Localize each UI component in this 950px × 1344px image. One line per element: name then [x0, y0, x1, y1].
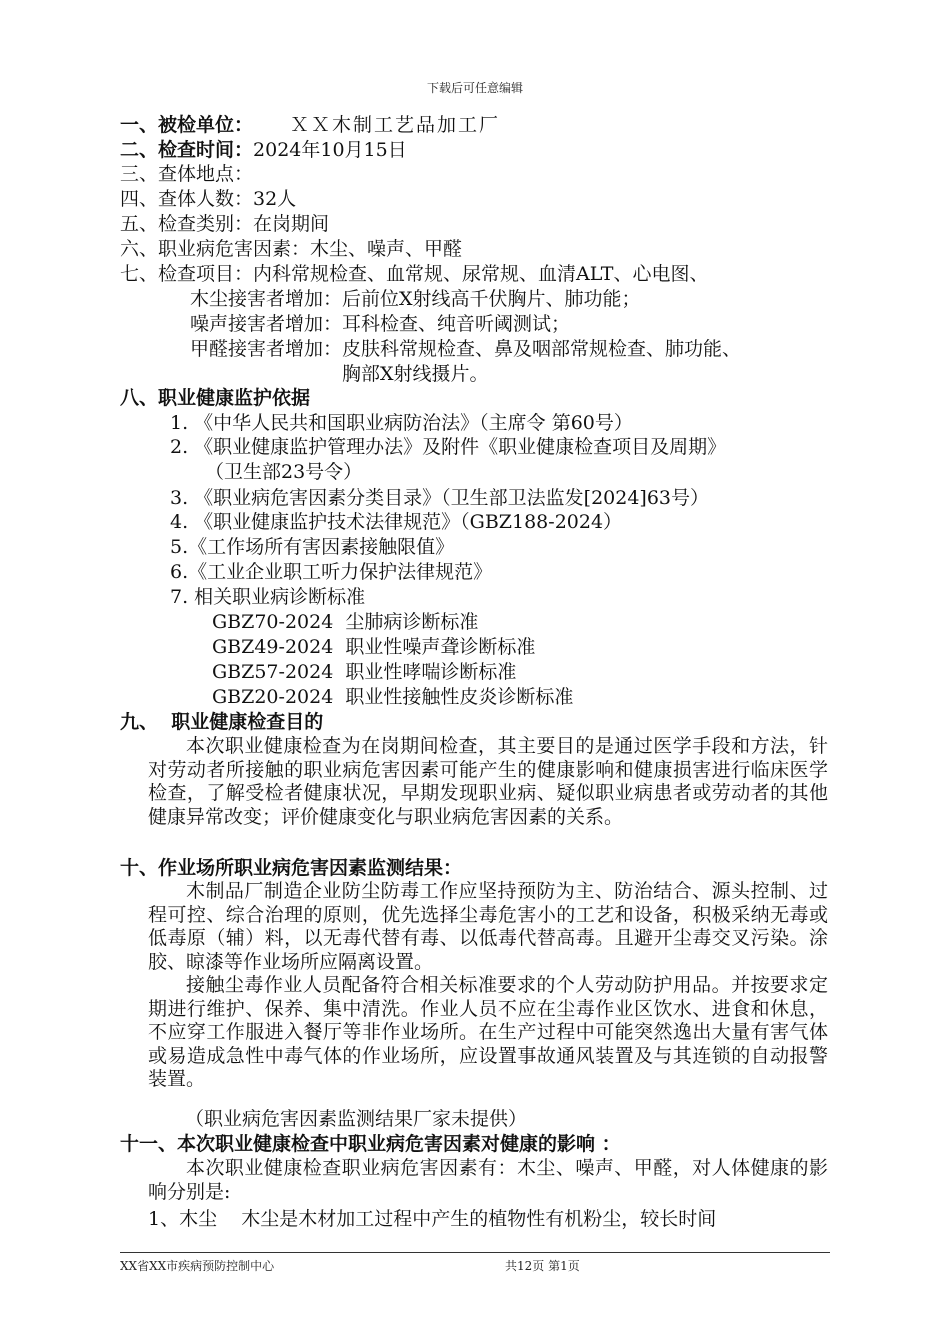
- item-7-formaldehyde-cont: 胸部X射线摄片。: [342, 363, 489, 385]
- section-9-paragraph: 本次职业健康检查为在岗期间检查，其主要目的是通过医学手段和方法，针对劳动者所接触的职业病危害因素可能产生的健康影响和健康损害进行临床医学检查，了解受检者健康状况，早期发现职业病、疑似职业病患者或劳动者的其他健康异常改变；评价健康变化与职业病危害因素的关系。: [148, 735, 828, 828]
- basis-2: 2. 《职业健康监护管理办法》及附件《职业健康检查项目及周期》: [170, 436, 727, 458]
- item-7-formaldehyde: 甲醛接害者增加：皮肤科常规检查、鼻及咽部常规检查、肺功能、: [190, 338, 742, 360]
- item-5: 五、检查类别：在岗期间: [120, 213, 330, 235]
- basis-5: 5.《工作场所有害因素接触限值》: [170, 536, 455, 558]
- item-7: 七、检查项目：内科常规检查、血常规、尿常规、血清ALT、心电图、: [120, 263, 709, 285]
- item-4: 四、查体人数：32人: [120, 188, 297, 210]
- section-10-paragraph-1: 木制品厂制造企业防尘防毒工作应坚持预防为主、防治结合、源头控制、过程可控、综合治理的原则，优先选择尘毒危害小的工艺和设备，积极采纳无毒或低毒原（辅）料，以无毒代替有毒、以低毒代替高毒。且避开尘毒交叉污染。涂胶、晾漆等作业场所应隔离设置。: [148, 880, 828, 973]
- item-3: 三、查体地点：: [120, 163, 254, 185]
- item-2-value: 2024年10月15日: [253, 139, 407, 161]
- section-11-title: 十一、本次职业健康检查中职业病危害因素对健康的影响 ：: [120, 1133, 621, 1155]
- section-10-title: 十、作业场所职业病危害因素监测结果：: [120, 857, 463, 879]
- footer-organization: XX省XX市疾病预防控制中心: [120, 1259, 275, 1273]
- section-8-title: 八、职业健康监护依据: [120, 387, 311, 409]
- basis-4: 4. 《职业健康监护技术法律规范》（GBZ188-2024）: [170, 511, 623, 533]
- section-9-title: 九、 职业健康检查目的: [120, 711, 324, 733]
- footer-page-number: 共12页 第1页: [505, 1259, 580, 1273]
- basis-3: 3. 《职业病危害因素分类目录》（卫生部卫法监发[2024]63号）: [170, 487, 710, 509]
- footer-divider: [120, 1252, 830, 1253]
- section-10-paragraph-2: 接触尘毒作业人员配备符合相关标准要求的个人劳动防护用品。并按要求定期进行维护、保养、集中清洗。作业人员不应在尘毒作业区饮水、进食和休息，不应穿工作服进入餐厅等非作业场所。在生产过程中可能突然逸出大量有害气体或易造成急性中毒气体的作业场所，应设置事故通风装置及与其连锁的自动报警装置。: [148, 974, 828, 1090]
- basis-2b: （卫生部23号令）: [205, 461, 363, 483]
- section-11-item-1: 1、木尘 木尘是木材加工过程中产生的植物性有机粉尘，较长时间: [148, 1208, 717, 1230]
- standard-1: GBZ70-2024 尘肺病诊断标准: [212, 611, 479, 633]
- page-header: 下载后可任意编辑: [426, 81, 523, 95]
- basis-6: 6.《工业企业职工听力保护法律规范》: [170, 561, 493, 583]
- standard-3: GBZ57-2024 职业性哮喘诊断标准: [212, 661, 517, 683]
- section-11-body: [148, 1157, 828, 1204]
- standard-4: GBZ20-2024 职业性接触性皮炎诊断标准: [212, 686, 574, 708]
- basis-7: 7. 相关职业病诊断标准: [170, 586, 366, 608]
- item-1-label: 一、被检单位：: [120, 114, 254, 136]
- basis-1: 1. 《中华人民共和国职业病防治法》（主席令 第60号）: [170, 412, 633, 434]
- item-7-noise: 噪声接害者增加：耳科检查、纯音听阈测试；: [190, 313, 571, 335]
- section-9-body: [148, 735, 828, 829]
- section-11-paragraph: 本次职业健康检查职业病危害因素有：木尘、噪声、甲醛，对人体健康的影响分别是:: [148, 1157, 828, 1203]
- item-2-label: 二、检查时间：: [120, 139, 254, 161]
- item-2: [120, 138, 407, 162]
- section-10-body: [148, 880, 828, 1092]
- section-10-note: （职业病危害因素监测结果厂家未提供）: [185, 1108, 528, 1130]
- item-6: 六、职业病危害因素：木尘、噪声、甲醛: [120, 238, 463, 260]
- item-7-wood: 木尘接害者增加：后前位X射线高千伏胸片、肺功能；: [190, 288, 641, 310]
- item-1-value: ＸＸ木制工艺品加工厂: [290, 114, 501, 136]
- standard-2: GBZ49-2024 职业性噪声聋诊断标准: [212, 636, 536, 658]
